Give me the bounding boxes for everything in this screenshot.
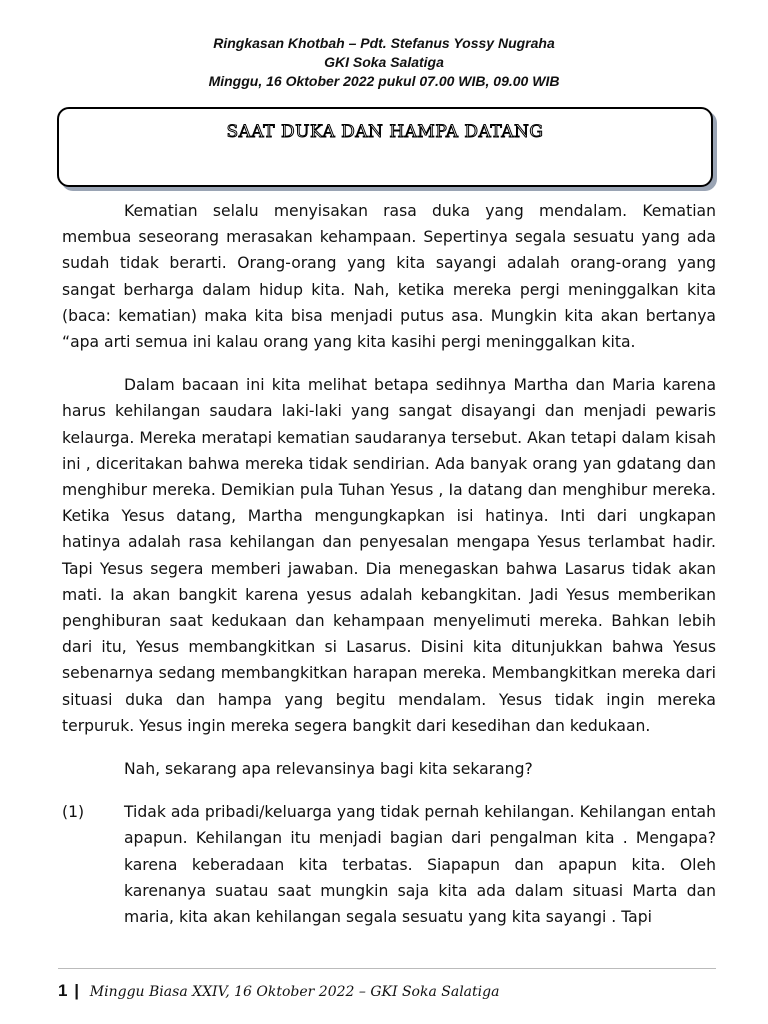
paragraph: Nah, sekarang apa relevansinya bagi kita sekarang? (124, 760, 533, 779)
list-item-number: (1) (62, 803, 85, 822)
paragraph: Dalam bacaan ini kita melihat betapa sedihnya Martha dan Maria karena harus kehilangan saudara laki-laki yang sangat disayangi dan menjadi pewaris kelaurga. Mereka meratapi kematian saudaranya tersebut. Akan tetapi dalam kisah ini , diceritakan bahwa mereka tidak sendirian. Ada banyak orang yan gdatang dan menghibur mereka. Demikian pula Tuhan Yesus , Ia datang dan menghibur mereka. Ketika Yesus datang, Martha mengungkapkan isi hatinya. Inti dari ungkapan hatinya adalah rasa kehilangan dan penyesalan mengapa Yesus terlambat hadir. Tapi Yesus segera memberi jawaban. Dia menegaskan bahwa Lasarus tidak akan mati. Ia akan bangkit karena yesus adalah kebangkitan. Jadi Yesus memberikan penghiburan saat kedukaan dan kehampaan menyelimuti mereka. Bahkan lebih dari itu, Yesus membangkitkan si Lasarus. Disini kita ditunjukkan bahwa Yesus sebenarnya sedang membangkitkan harapan mereka. Membangkitkan mereka dari situasi duka dan hampa yang begitu mendalam. Yesus tidak ingin mereka terpuruk. Yesus ingin mereka segera bangkit dari kesedihan dan kedukaan. (62, 376, 716, 735)
list-item-text: Tidak ada pribadi/keluarga yang tidak pernah kehilangan. Kehilangan entah apapun. Kehilangan itu menjadi bagian dari pengalman kita . Mengapa? karena keberadaan kita terbatas. Siapapun dan apapun kita. Oleh karenanya suatau saat mungkin saja kita ada dalam situasi Marta dan maria, kita akan kehilangan segala sesuatu yang kita sayangi . Tapi (124, 803, 716, 927)
footer-text: Minggu Biasa XXIV, 16 Oktober 2022 – GKI Soka Salatiga (89, 984, 500, 1000)
header-line-sermon: Ringkasan Khotbah – Pdt. Stefanus Yossy Nugraha (213, 35, 555, 51)
document-title: SAAT DUKA DAN HAMPA DATANG (226, 122, 544, 142)
page-footer (58, 968, 716, 1001)
footer-separator: | (74, 981, 80, 1000)
paragraph: Kematian selalu menyisakan rasa duka yang mendalam. Kematian membua seseorang merasakan kehampaan. Sepertinya segala sesuatu yang ada sudah tidak berarti. Orang-orang yang kita sayangi adalah orang-orang yang sangat berharga dalam hidup kita. Nah, ketika mereka pergi meninggalkan kita (baca: kematian) maka kita bisa menjadi putus asa. Mungkin kita akan bertanya “apa arti semua ini kalau orang yang kita kasihi pergi meninggalkan kita. (62, 202, 716, 352)
document-body (62, 198, 716, 930)
list-item (62, 799, 716, 930)
title-box (57, 107, 713, 187)
header-line-date: Minggu, 16 Oktober 2022 pukul 07.00 WIB, 09.00 WIB (208, 73, 560, 89)
page-number: 1 (58, 981, 68, 1000)
document-header (0, 34, 768, 91)
header-line-church: GKI Soka Salatiga (324, 54, 444, 70)
